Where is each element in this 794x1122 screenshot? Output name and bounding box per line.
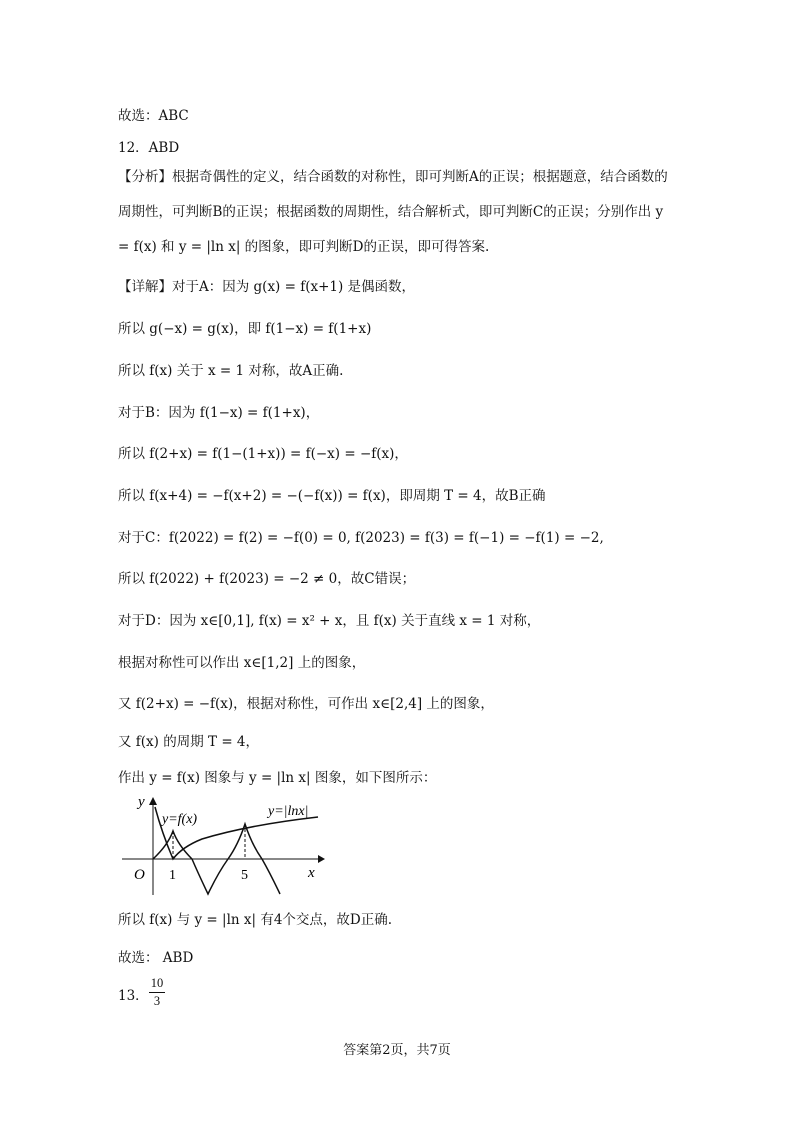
detail-line-d5: 作出 y = f(x) 图象与 y = |ln x| 图象，如下图所示： — [118, 770, 437, 786]
detail-line-d: 对于D：因为 x∈[0,1], f(x) = x² + x，且 f(x) 关于直线 x = 1 对称， — [118, 613, 541, 629]
function-graph — [118, 787, 328, 897]
axis-label-y: y — [138, 794, 145, 810]
axis-label-x: x — [308, 865, 315, 881]
detail-line-c: 对于C：f(2022) = f(2) = −f(0) = 0, f(2023) = f(3) = f(−1) = −f(1) = −2, — [118, 530, 604, 546]
curve-label-ln: y=|lnx| — [268, 804, 309, 819]
fraction-denominator: 3 — [153, 994, 161, 1008]
detail-line-symmetric: 所以 f(x) 关于 x = 1 对称，故A正确. — [118, 363, 344, 379]
answer-prev: 故选：ABC — [118, 108, 189, 124]
detail-line-a: 【详解】对于A：因为 g(x) = f(x+1) 是偶函数， — [118, 279, 416, 295]
question-13-fraction — [149, 976, 165, 1009]
detail-line-d2: 根据对称性可以作出 x∈[1,2] 上的图象， — [118, 655, 366, 671]
detail-line-d3: 又 f(2+x) = −f(x)，根据对称性，可作出 x∈[2,4] 上的图象， — [118, 696, 494, 712]
fraction-numerator: 10 — [150, 976, 164, 990]
fraction-bar — [149, 992, 165, 993]
analysis-paragraph: 【分析】根据奇偶性的定义，结合函数的对称性，即可判断A的正误；根据题意，结合函数的周期性，可判断B的正误；根据函数的周期性，结合解析式，即可判断C的正误；分别作出 y = f(x) 和 y = |ln x| 的图象，即可判断D的正误，即可得答案. — [118, 169, 668, 255]
detail-line-b2: 所以 f(2+x) = f(1−(1+x)) = f(−x) = −f(x)， — [118, 446, 408, 462]
detail-line-d4: 又 f(x) 的周期 T = 4， — [118, 734, 260, 750]
answer-12: 故选： ABD — [118, 950, 194, 966]
detail-line-b: 对于B：因为 f(1−x) = f(1+x)， — [118, 405, 320, 421]
question-12-answer: 12．ABD — [118, 140, 180, 156]
question-13-label: 13． — [118, 988, 149, 1004]
detail-line-c2: 所以 f(2022) + f(2023) = −2 ≠ 0，故C错误； — [118, 571, 416, 587]
conclusion-d: 所以 f(x) 与 y = |ln x| 有4个交点，故D正确. — [118, 912, 393, 928]
page-footer: 答案第2页，共7页 — [343, 1043, 451, 1058]
tick-5: 5 — [241, 868, 248, 883]
origin-label: O — [134, 867, 145, 883]
curve-label-f: y=f(x) — [162, 812, 198, 827]
tick-1: 1 — [169, 868, 176, 883]
detail-line-period: 所以 f(x+4) = −f(x+2) = −(−f(x)) = f(x)，即周期 T = 4，故B正确 — [118, 488, 546, 504]
detail-line-even: 所以 g(−x) = g(x)，即 f(1−x) = f(1+x) — [118, 321, 372, 337]
